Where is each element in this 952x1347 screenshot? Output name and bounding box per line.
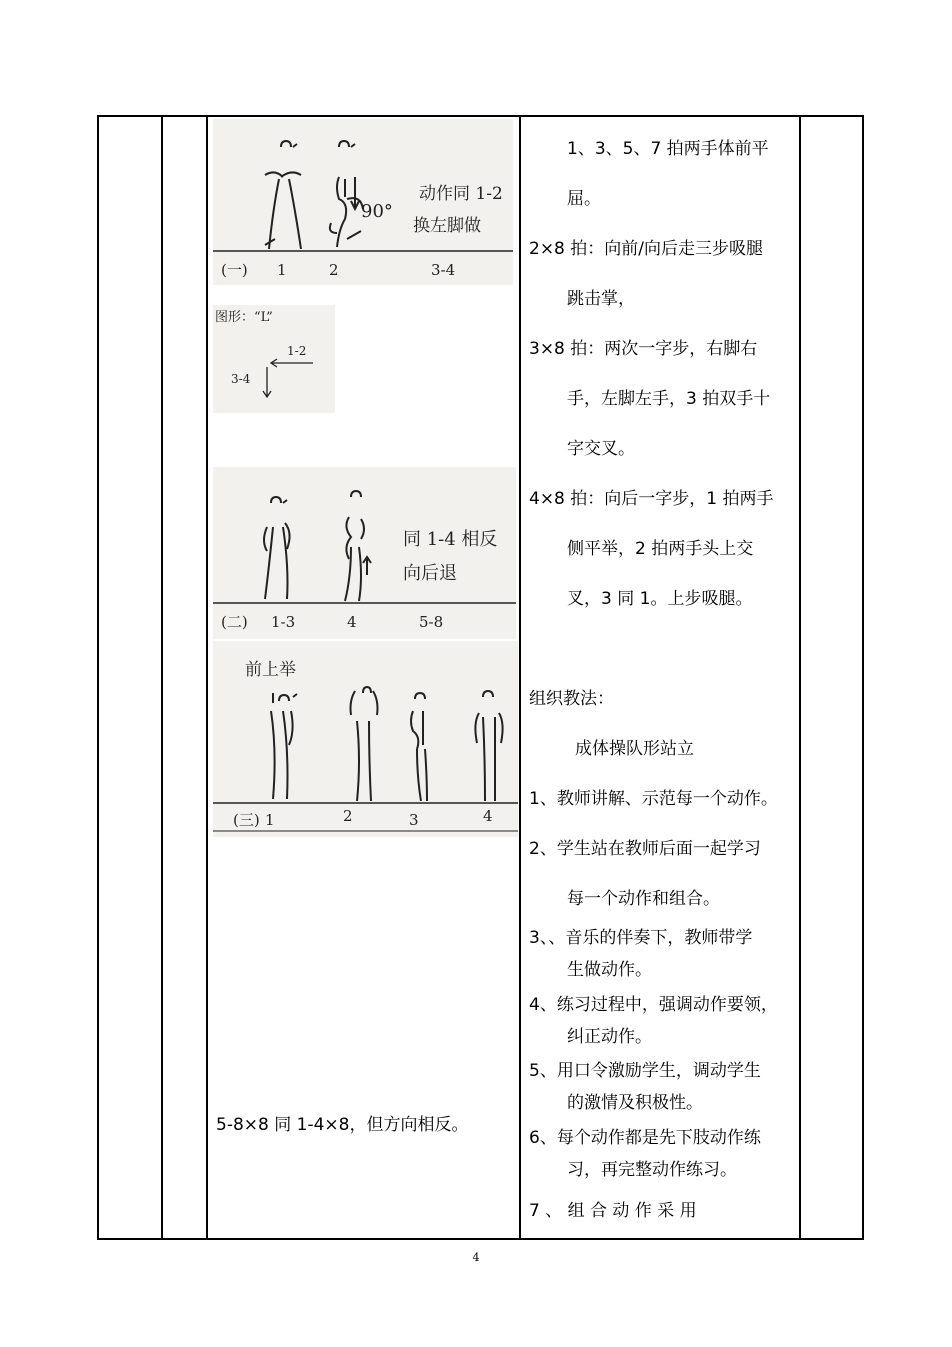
instruction-line: 手，左脚左手，3 拍双手十 [567,389,771,409]
count-label: 2 [329,261,339,279]
instruction-line: 的激情及积极性。 [567,1093,703,1113]
count-label: 1 [277,261,287,279]
instruction-line: 4×8 拍：向后一字步，1 拍两手 [529,489,774,509]
instruction-line: 生做动作。 [567,960,652,980]
instruction-line: 3、、音乐的伴奏下，教师带学 [529,928,753,948]
lesson-table [97,115,864,1240]
figure-1-note: 动作同 1-2 [419,184,503,204]
instruction-line: 纠正动作。 [567,1027,652,1047]
instruction-line: 2、学生站在教师后面一起学习 [529,839,761,859]
count-label: 4 [347,613,357,631]
figure-2-note: 向后退 [403,563,457,584]
instruction-line: 字交叉。 [567,439,635,459]
figure-3-label: (三) [233,811,260,829]
instruction-line: 叉，3 同 1。上步吸腿。 [567,589,753,609]
instruction-line: 5、用口令激励学生，调动学生 [529,1061,761,1081]
count-label: 2 [343,807,353,825]
instruction-line: 6、每个动作都是先下肢动作练 [529,1128,761,1148]
instruction-line: 跳击掌， [567,289,635,309]
figure-3-caption: 前上举 [245,660,296,680]
instruction-line: 屈。 [567,189,601,209]
figure-2-label: (二) [221,613,248,631]
instruction-line: 3×8 拍：两次一字步，右脚右 [529,339,758,359]
pattern-sketch [213,305,335,413]
figure-1-label: (一) [221,261,248,279]
column-divider [161,117,163,1238]
count-label: 4 [483,807,493,825]
section-heading: 组织教法： [529,689,614,709]
angle-label: 90° [361,201,393,222]
instruction-line: 侧平举，2 拍两手头上交 [567,539,754,559]
page-number: 4 [472,1251,480,1264]
instruction-line: 每一个动作和组合。 [567,889,720,909]
instruction-line: 习，再完整动作练习。 [567,1160,737,1180]
column-divider [206,117,208,1238]
count-label: 1 [265,811,275,829]
instruction-line: 1、3、5、7 拍两手体前平 [567,139,769,159]
figure-1-sketch [213,119,513,285]
figure-2-sketch [213,467,516,639]
pattern-step: 1-2 [287,344,307,358]
figure-3-sketch [213,641,518,837]
pattern-title: 图形：“L” [215,310,273,325]
instruction-line: 成体操队形站立 [575,739,694,759]
count-label: 3-4 [431,261,456,279]
pattern-step: 3-4 [231,372,251,386]
left-note: 5-8×8 同 1-4×8，但方向相反。 [216,1115,469,1135]
instruction-line: 1、教师讲解、示范每一个动作。 [529,789,778,809]
figure-2-note: 同 1-4 相反 [403,529,498,550]
instruction-line: 4、练习过程中，强调动作要领， [529,995,778,1015]
figure-1-note: 换左脚做 [413,216,481,236]
instruction-line: 2×8 拍：向前/向后走三步吸腿 [529,239,764,259]
column-divider [519,117,521,1238]
count-label: 1-3 [271,613,296,631]
instruction-line: 7 、 组 合 动 作 采 用 [529,1201,697,1221]
count-label: 5-8 [419,613,444,631]
count-label: 3 [409,811,419,829]
